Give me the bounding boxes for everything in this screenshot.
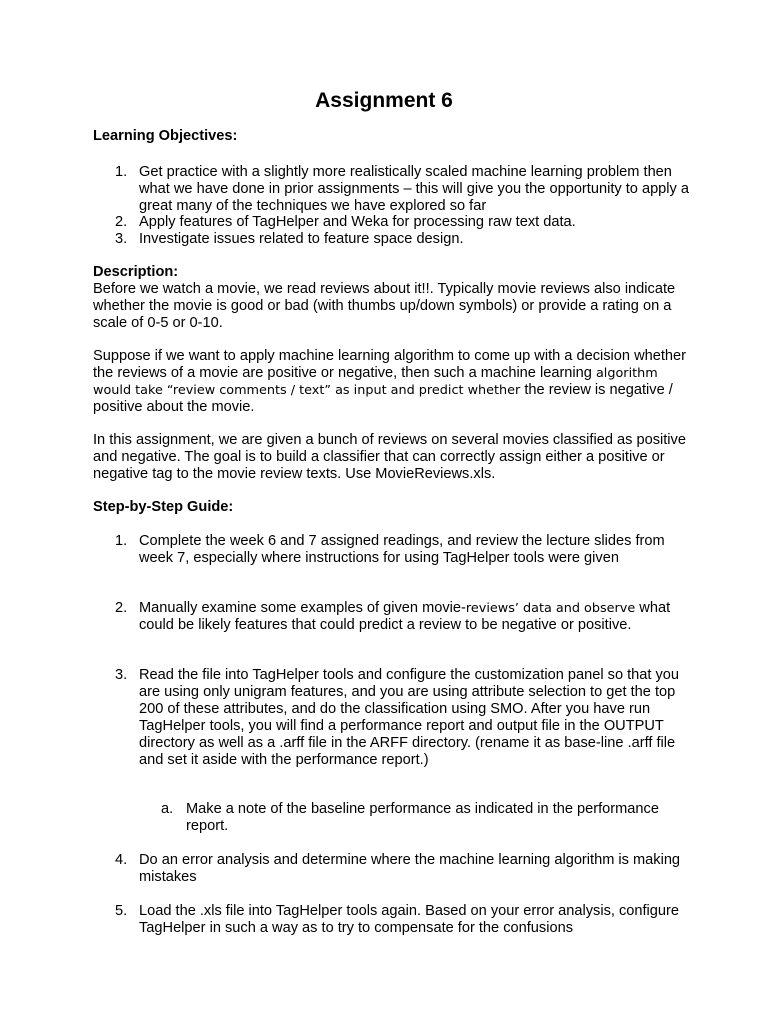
step-number: 4. [115,852,128,868]
step-text: Load the .xls file into TagHelper tools again. Based on your error analysis, configure TagHelper in such a way as to try to compensate for the confusions [139,903,680,936]
objective-number: 3. [115,231,128,247]
guide-step-4 [115,852,698,886]
description-heading: Description: [93,264,179,280]
document-title: Assignment 6 [315,89,453,112]
step-number: 5. [115,903,128,919]
objective-number: 1. [115,164,128,180]
objective-item [115,231,698,248]
description-paragraph-2 [93,348,698,416]
objective-text: Apply features of TagHelper and Weka for processing raw text data. [139,214,576,230]
description-paragraph-3: In this assignment, we are given a bunch of reviews on several movies classified as positive and negative. The goal is to build a classifier that can correctly assign either a positive or negative tag to the movie review texts. Use MovieReviews.xls. [93,432,686,482]
guide-step-5 [115,903,698,937]
guide-step-1 [115,533,698,567]
description-paragraph-1: Before we watch a movie, we read reviews about it!!. Typically movie reviews also indicate whether the movie is good or bad (with thumbs up/down symbols) or provide a rating on a scale of 0-5 or 0-10. [93,281,676,331]
objective-item [115,164,698,215]
learning-objectives-heading: Learning Objectives: [93,128,238,144]
objective-text: Investigate issues related to feature space design. [139,231,464,247]
step-text-part-b: reviews’ data and observe [465,601,636,616]
step-text [139,600,698,634]
substep-letter: a. [161,801,174,817]
objective-text: Get practice with a slightly more realistically scaled machine learning problem then what we have done in prior assignments – this will give you the opportunity to apply a great many of the techniques we have explored so far [139,164,690,214]
guide-step-2 [115,600,698,634]
step-text-part-a: Manually examine some examples of given movie- [139,600,466,616]
description-paragraph-2-part-a: Suppose if we want to apply machine learning algorithm to come up with a decision whether the reviews of a movie are positive or negative, then such a machine learning [93,348,686,381]
objective-item [115,214,698,231]
step-number: 2. [115,600,128,616]
guide-heading: Step-by-Step Guide: [93,499,234,515]
guide-step-3a [161,801,698,835]
step-text: Read the file into TagHelper tools and configure the customization panel so that you are using only unigram features, and you are using attribute selection to get the top 200 of these attributes, and do the classification using SMO. After you have run TagHelper tools, you will find a performance report and output file in the OUTPUT directory as well as a .arff file in the ARFF directory. (rename it as base-line .arff file and set it aside with the performance report.) [139,667,680,768]
step-text: Do an error analysis and determine where the machine learning algorithm is making mistakes [139,852,681,885]
objective-number: 2. [115,214,128,230]
guide-step-3 [115,667,698,769]
step-text-part-c: what could be likely features that could predict a review to be negative or positive. [139,600,671,633]
substep-text: Make a note of the baseline performance as indicated in the performance report. [186,801,659,834]
step-number: 1. [115,533,128,549]
step-text: Complete the week 6 and 7 assigned readings, and review the lecture slides from week 7, especially where instructions for using TagHelper tools were given [139,533,665,566]
description-paragraph-2-part-c: the review is negative / positive about the movie. [93,382,673,415]
step-number: 3. [115,667,128,683]
description-paragraph-2-part-b: algorithm would take “review comments / text” as input and predict whether [93,366,658,398]
